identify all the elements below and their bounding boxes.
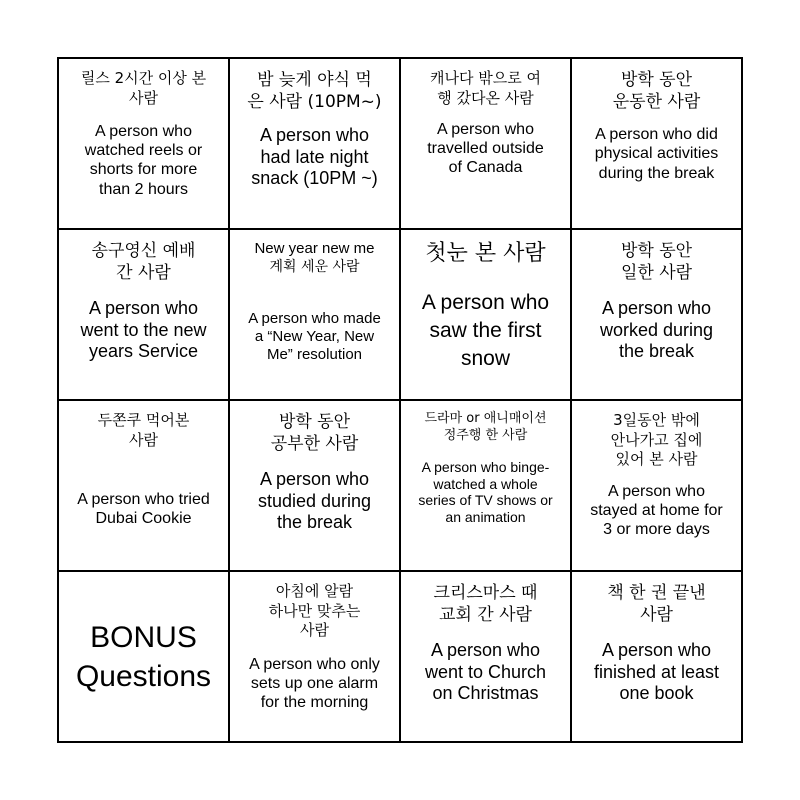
cell-english-text: A person who binge- watched a whole series of TV shows or an animation [418,458,553,526]
cell-korean-text: 첫눈 본 사람 [425,241,546,266]
bingo-cell-bonus[interactable] [58,571,229,742]
cell-heading-korean: 드라마 or 애니매이션 [424,411,547,426]
cell-korean-text: 크리스마스 때 교회 간 사람 [433,583,538,626]
cell-korean-text: 책 한 권 끝낸 사람 [607,583,706,626]
cell-heading-english: New year new me [254,240,375,257]
bingo-cell-3[interactable] [400,58,571,229]
bingo-cell-12[interactable] [571,400,742,571]
bonus-questions-label: BONUS Questions [75,620,212,693]
cell-english-text: A person who watched reels or shorts for more than 2 hours [84,123,203,198]
bingo-cell-4[interactable] [571,58,742,229]
cell-korean-text: 송구영신 예배 간 사람 [91,241,196,284]
cell-korean-text: 3일동안 밖에 안나가고 집에 있어 본 사람 [610,411,703,468]
cell-english-text: A person who stayed at home for 3 or more days [590,482,723,538]
cell-english-text: A person who went to the new years Service [80,298,207,362]
cell-korean-text: 두쫀쿠 먹어본 사람 [97,411,190,449]
cell-english-text: A person who worked during the break [599,298,714,362]
bingo-cell-16[interactable] [571,571,742,742]
cell-korean-text: 아침에 알람 하나만 맞추는 사람 [268,582,361,639]
cell-english-text: A person who only sets up one alarm for the morning [249,655,380,711]
cell-korean-text: 계획 세운 사람 [269,259,360,275]
cell-english-text: A person who travelled outside of Canada [427,121,544,177]
cell-korean-text: 방학 동안 운동한 사람 [612,70,701,113]
bingo-cell-2[interactable] [229,58,400,229]
bingo-cell-8[interactable] [571,229,742,400]
bingo-cell-6[interactable] [229,229,400,400]
cell-korean-text: 방학 동안 일한 사람 [620,241,693,284]
cell-english-text: A person who studied during the break [257,469,372,533]
bingo-cell-9[interactable] [58,400,229,571]
bingo-cell-14[interactable] [229,571,400,742]
bingo-cell-5[interactable] [58,229,229,400]
bingo-cell-15[interactable] [400,571,571,742]
bingo-cell-10[interactable] [229,400,400,571]
bingo-board [57,57,743,743]
cell-korean-text: 캐나다 밖으로 여 행 갔다온 사람 [430,69,541,107]
cell-english-text: A person who had late night snack (10PM ~) [251,125,378,189]
cell-korean-text: 방학 동안 공부한 사람 [270,412,359,455]
cell-english-text: A person who made a “New Year, New Me” resolution [248,310,381,364]
cell-english-text: A person who did physical activities during the break [594,126,719,182]
cell-korean-text: 릴스 2시간 이상 본 사람 [80,69,207,107]
cell-korean-text: 밤 늦게 야식 먹 은 사람 (10PM~) [247,70,382,113]
bingo-cell-1[interactable] [58,58,229,229]
cell-english-text: A person who saw the first snow [421,290,550,371]
bingo-cell-11[interactable] [400,400,571,571]
cell-english-text: A person who went to Church on Christmas [424,640,547,704]
cell-english-text: A person who tried Dubai Cookie [77,491,210,528]
cell-korean-text: 정주행 한 사람 [443,427,528,443]
bingo-cell-7[interactable] [400,229,571,400]
cell-english-text: A person who finished at least one book [593,640,720,704]
